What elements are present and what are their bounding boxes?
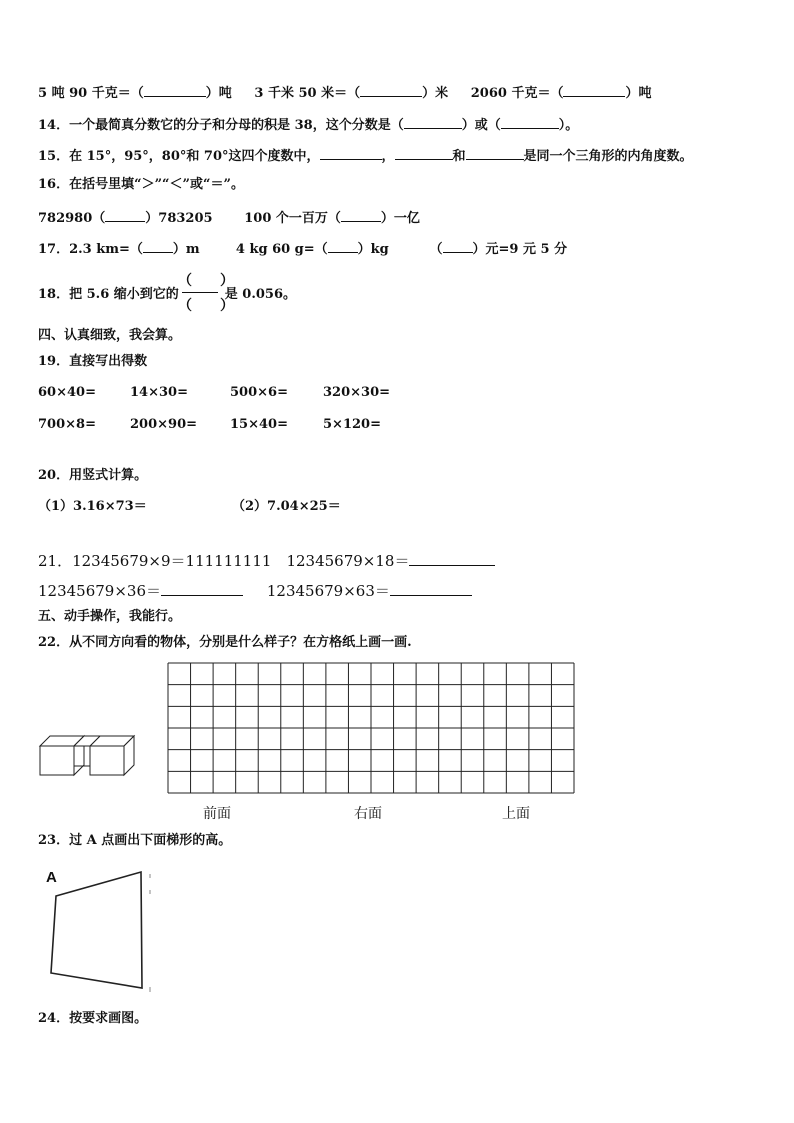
answer-blank[interactable]: [443, 238, 473, 253]
calc-item: 60×40=: [38, 385, 96, 400]
calc-item: 320×30=: [323, 385, 391, 400]
question-22-title: 22．从不同方向看的物体，分别是什么样子？在方格纸上画一画.: [38, 635, 412, 650]
front-view-label: 前面: [203, 806, 231, 822]
answer-blank[interactable]: [105, 207, 145, 222]
question-16-items: 782980（ ）783205 100 个一百万（ ）一亿: [38, 207, 420, 228]
question-20-title: 20．用竖式计算。: [38, 468, 148, 483]
answer-blank[interactable]: [404, 114, 462, 129]
question-16-title: 16．在括号里填“＞”“＜”或“＝”。: [38, 177, 244, 192]
answer-blank[interactable]: [563, 82, 625, 97]
section-4-heading: 四、认真细致，我会算。: [38, 328, 182, 343]
answer-blank[interactable]: [161, 581, 243, 596]
answer-blank[interactable]: [390, 581, 472, 596]
q13-line: 5 吨 90 千克＝（ ）吨 3 千米 50 米＝（ ）米 2060 千克＝（ ）吨: [38, 82, 651, 103]
answer-blank[interactable]: [360, 82, 422, 97]
vertical-calc-1: （1）3.16×73＝: [38, 499, 147, 514]
question-14: 14．一个最简真分数它的分子和分母的积是 38，这个分数是（ ）或（ ）。: [38, 114, 578, 135]
calc-item: 500×6=: [230, 385, 288, 400]
calc-item: 15×40=: [230, 417, 288, 432]
q13-part3: 2060 千克＝（: [470, 86, 564, 101]
calc-item: 5×120=: [323, 417, 381, 432]
answer-blank[interactable]: [395, 145, 453, 160]
calc-item: 200×90=: [130, 417, 198, 432]
question-18: 18．把 5.6 缩小到它的 是 0.056。: [38, 287, 296, 302]
right-view-label: 右面: [354, 806, 382, 822]
answer-blank[interactable]: [144, 82, 206, 97]
question-15: 15．在 15°，95°，80°和 70°这四个度数中， ， 和 是同一个三角形的内角度数。: [38, 145, 693, 166]
answer-blank[interactable]: [501, 114, 559, 129]
question-21-line-1: 21．12345679×9＝111111111 12345679×18＝: [38, 551, 495, 570]
question-24-title: 24．按要求画图。: [38, 1011, 148, 1026]
q13-part2: 3 千米 50 米＝（: [254, 86, 361, 101]
answer-blank[interactable]: [320, 145, 382, 160]
answer-blank[interactable]: [409, 551, 495, 566]
answer-blank[interactable]: [341, 207, 381, 222]
calc-item: 14×30=: [130, 385, 188, 400]
question-17: 17．2.3 km=（ ）m 4 kg 60 g=（ ）kg （ ）元=9 元 5 分: [38, 238, 567, 259]
answer-blank[interactable]: [143, 238, 173, 253]
calc-item: 700×8=: [38, 417, 96, 432]
q13-part1: 5 吨 90 千克＝（: [38, 86, 144, 101]
question-19-title: 19．直接写出得数: [38, 354, 148, 369]
question-23-title: 23．过 A 点画出下面梯形的高。: [38, 833, 232, 848]
section-5-heading: 五、动手操作，我能行。: [38, 609, 182, 624]
cube-figure: [38, 732, 138, 778]
top-view-label: 上面: [502, 806, 530, 822]
drawing-grid[interactable]: [167, 662, 575, 794]
answer-blank[interactable]: [466, 145, 524, 160]
trapezoid-figure[interactable]: [40, 862, 160, 998]
point-a-label: A: [46, 869, 57, 886]
vertical-calc-2: （2）7.04×25＝: [232, 499, 341, 514]
fraction-blank[interactable]: （ ） （ ）: [178, 273, 234, 314]
answer-blank[interactable]: [328, 238, 358, 253]
question-21-line-2: 12345679×36＝ 12345679×63＝: [38, 581, 472, 600]
